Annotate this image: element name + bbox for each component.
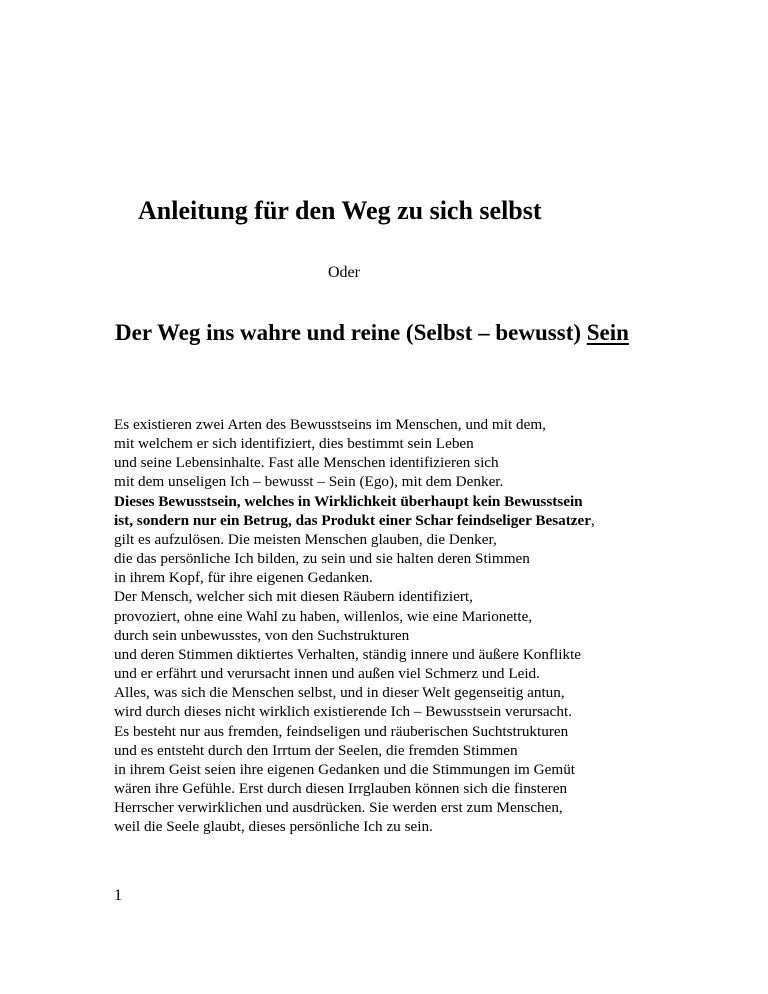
paragraph-comma: , [591, 511, 595, 529]
paragraph-line: durch sein unbewusstes, von den Suchstrukturen [114, 626, 410, 644]
subtitle-underlined-word: Sein [586, 320, 629, 345]
paragraph-line: die das persönliche Ich bilden, zu sein und sie halten deren Stimmen [114, 550, 530, 568]
paragraph-line-bold: Dieses Bewusstsein, welches in Wirklichkeit überhaupt kein Bewusstsein [114, 492, 583, 510]
paragraph-line: und seine Lebensinhalte. Fast alle Menschen identifizieren sich [114, 454, 499, 472]
subtitle-text: Der Weg ins wahre und reine (Selbst – bewusst) [115, 320, 587, 345]
paragraph-line: Es existieren zwei Arten des Bewusstseins im Menschen, und mit dem, [114, 416, 546, 433]
paragraph-line: Alles, was sich die Menschen selbst, und in dieser Welt gegenseitig antun, [114, 684, 565, 702]
paragraph-line-mixed [114, 511, 734, 530]
paragraph-bold-segment: ist, sondern nur ein Betrug, das Produkt einer Schar feindseliger Besatzer [114, 511, 592, 529]
page-number: 1 [114, 887, 122, 904]
paragraph-line: wird durch dieses nicht wirklich existierende Ich – Bewusstsein verursacht. [114, 703, 573, 721]
paragraph-line: und es entsteht durch den Irrtum der Seelen, die fremden Stimmen [114, 741, 518, 759]
paragraph-line: wären ihre Gefühle. Erst durch diesen Irrglauben können sich die finsteren [114, 779, 568, 797]
paragraph-line: mit dem unseligen Ich – bewusst – Sein (Ego), mit dem Denker. [114, 473, 504, 491]
paragraph-line: Es besteht nur aus fremden, feindseligen und räuberischen Suchtstrukturen [114, 722, 569, 740]
paragraph-line: Herrscher verwirklichen und ausdrücken. Sie werden erst zum Menschen, [114, 799, 563, 817]
paragraph-line: Der Mensch, welcher sich mit diesen Räubern identifiziert, [114, 588, 473, 606]
paragraph-line: gilt es aufzulösen. Die meisten Menschen glauben, die Denker, [114, 530, 497, 548]
paragraph-line: und deren Stimmen diktiertes Verhalten, ständig innere und äußere Konflikte [114, 645, 582, 663]
title-connector: Oder [328, 264, 360, 281]
paragraph-line: mit welchem er sich identifiziert, dies bestimmt sein Leben [114, 435, 474, 453]
document-subtitle [115, 320, 629, 346]
document-title: Anleitung für den Weg zu sich selbst [138, 196, 542, 225]
paragraph-line: und er erfährt und verursacht innen und außen viel Schmerz und Leid. [114, 665, 540, 683]
paragraph-line: provoziert, ohne eine Wahl zu haben, willenlos, wie eine Marionette, [114, 607, 533, 625]
paragraph-line: weil die Seele glaubt, dieses persönliche Ich zu sein. [114, 818, 433, 836]
paragraph-line: in ihrem Geist seien ihre eigenen Gedanken und die Stimmungen im Gemüt [114, 760, 576, 778]
paragraph-line: in ihrem Kopf, für ihre eigenen Gedanken. [114, 569, 373, 587]
body-paragraph [114, 415, 734, 836]
